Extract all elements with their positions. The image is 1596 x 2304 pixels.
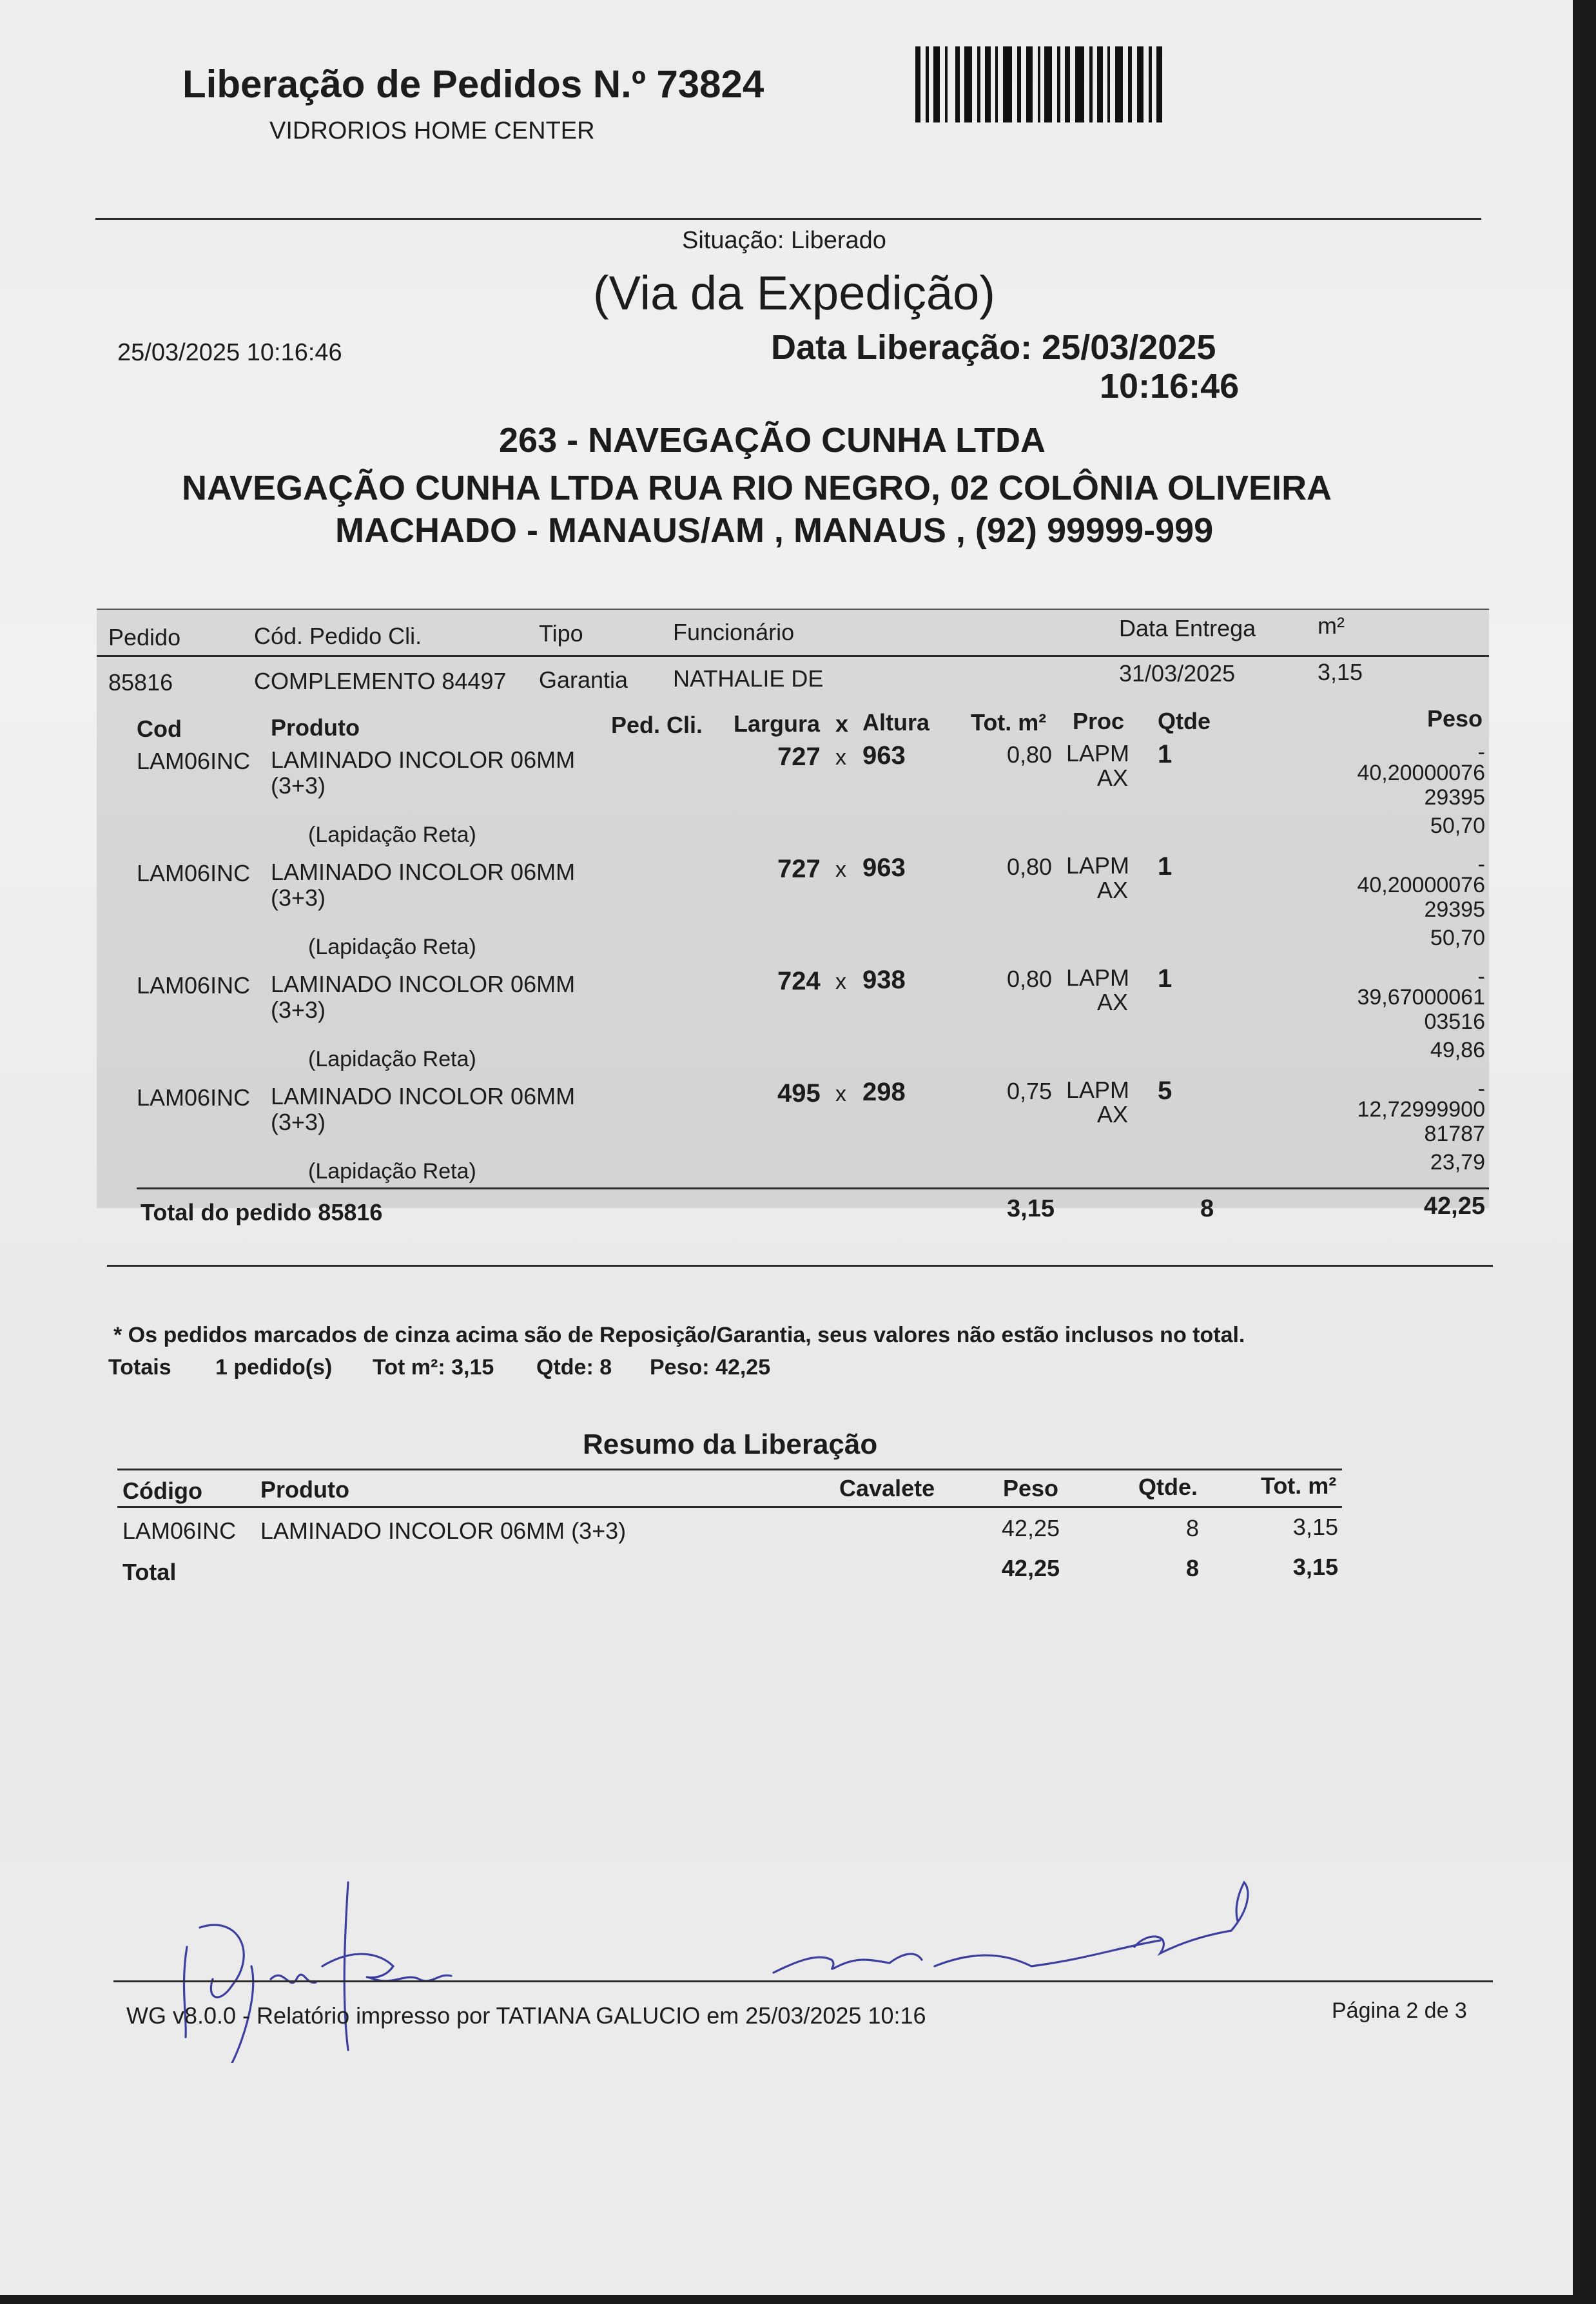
- order-header-bottom-line: [97, 655, 1489, 657]
- signature-right: [761, 1870, 1276, 1986]
- items-col-produto: Produto: [271, 714, 360, 741]
- order-client-code: COMPLEMENTO 84497: [254, 668, 507, 694]
- item-produto: LAMINADO INCOLOR 06MM: [271, 747, 576, 773]
- item-proc: LAPM: [1066, 852, 1130, 879]
- item-produto-spec: (3+3): [271, 997, 326, 1023]
- item-peso: 12,72999900: [1357, 1097, 1485, 1122]
- col-pedido: Pedido: [108, 624, 181, 650]
- items-col-largura: Largura: [734, 710, 821, 737]
- summary-col-codigo: Código: [122, 1478, 202, 1504]
- summary-col-qtde: Qtde.: [1138, 1474, 1198, 1500]
- order-total-line: [137, 1187, 1489, 1189]
- item-altura: 963: [862, 741, 906, 770]
- item-tot-m2: 0,80: [1007, 741, 1053, 768]
- item-peso-cont: 03516: [1424, 1010, 1485, 1034]
- item-peso-cont: 81787: [1424, 1122, 1485, 1146]
- col-tipo: Tipo: [539, 620, 583, 647]
- item-produto-spec: (3+3): [271, 772, 326, 799]
- items-col-proc: Proc: [1073, 708, 1125, 734]
- item-obs: (Lapidação Reta): [308, 935, 476, 959]
- item-obs: (Lapidação Reta): [308, 823, 476, 847]
- item-tot-m2: 0,75: [1007, 1078, 1053, 1104]
- summary-title: Resumo da Liberação: [583, 1429, 878, 1460]
- summary-total-peso: 42,25: [1001, 1555, 1060, 1581]
- item-x: x: [835, 970, 846, 994]
- item-peso-total: 49,86: [1430, 1038, 1485, 1062]
- release-time: 10:16:46: [1100, 367, 1240, 405]
- summary-col-cavalete: Cavalete: [839, 1475, 935, 1501]
- situation-status: Situação: Liberado: [682, 227, 886, 254]
- summary-row-qtde: 8: [1185, 1515, 1199, 1541]
- item-tot-m2: 0,80: [1007, 966, 1053, 992]
- order-m2: 3,15: [1318, 659, 1363, 685]
- item-obs: (Lapidação Reta): [308, 1159, 476, 1184]
- item-peso-dash: -: [1477, 852, 1485, 877]
- totals-orders: 1 pedido(s): [215, 1355, 333, 1380]
- item-obs: (Lapidação Reta): [308, 1047, 476, 1071]
- item-qtde: 1: [1158, 964, 1173, 993]
- col-funcionario: Funcionário: [673, 619, 795, 645]
- item-proc: LAPM: [1066, 964, 1130, 991]
- footer-report-info: WG v8.0.0 - Relatório impresso por TATIANA GALUCIO em 25/03/2025 10:16: [126, 2002, 926, 2029]
- barcode: [915, 46, 1163, 122]
- item-peso-total: 50,70: [1430, 926, 1485, 950]
- order-total-peso: 42,25: [1423, 1193, 1485, 1220]
- summary-row-codigo: LAM06INC: [122, 1518, 237, 1544]
- order-delivery-date: 31/03/2025: [1119, 660, 1236, 687]
- summary-col-tot-m2: Tot. m²: [1261, 1472, 1337, 1499]
- summary-row-tot-m2: 3,15: [1292, 1514, 1338, 1540]
- totals-peso: Peso: 42,25: [650, 1355, 771, 1380]
- item-peso-dash: -: [1477, 1077, 1485, 1101]
- order-total-qtde: 8: [1200, 1195, 1214, 1222]
- summary-total-label: Total: [122, 1559, 177, 1585]
- item-altura: 938: [862, 966, 906, 994]
- warranty-note: * Os pedidos marcados de cinza acima são de Reposição/Garantia, seus valores não estão inclusos no total.: [113, 1323, 1245, 1347]
- totals-m2: Tot m²: 3,15: [373, 1355, 494, 1380]
- order-header-top-line: [97, 609, 1489, 610]
- item-proc-cont: AX: [1097, 1101, 1129, 1128]
- customer-address-line2: MACHADO - MANAUS/AM , MANAUS , (92) 99999-999: [335, 511, 1214, 550]
- item-cod: LAM06INC: [137, 972, 251, 999]
- col-data-entrega: Data Entrega: [1119, 615, 1256, 641]
- items-col-peso: Peso: [1427, 705, 1483, 732]
- item-peso: 40,20000076: [1357, 761, 1485, 785]
- order-number: 85816: [108, 669, 173, 696]
- col-m2: m²: [1318, 612, 1345, 639]
- item-peso-dash: -: [1477, 964, 1485, 989]
- summary-row-produto: LAMINADO INCOLOR 06MM (3+3): [260, 1518, 627, 1544]
- item-proc: LAPM: [1066, 740, 1130, 766]
- item-qtde: 1: [1158, 740, 1173, 768]
- release-date: Data Liberação: 25/03/2025: [771, 328, 1216, 367]
- item-largura: 724: [777, 967, 821, 995]
- items-col-ped-cli: Ped. Cli.: [611, 712, 703, 738]
- item-produto: LAMINADO INCOLOR 06MM: [271, 971, 576, 997]
- via-label: (Via da Expedição): [593, 266, 995, 320]
- item-peso: 39,67000061: [1357, 985, 1485, 1010]
- order-section-end-line: [107, 1265, 1493, 1267]
- item-qtde: 5: [1158, 1077, 1173, 1105]
- item-peso-cont: 29395: [1424, 897, 1485, 922]
- signature-left: [161, 1870, 522, 2063]
- summary-col-produto: Produto: [260, 1476, 349, 1503]
- items-col-x: x: [835, 710, 849, 737]
- item-peso-cont: 29395: [1424, 785, 1485, 810]
- item-altura: 963: [862, 854, 906, 882]
- item-produto-spec: (3+3): [271, 884, 326, 911]
- item-largura: 727: [777, 855, 821, 883]
- page-number: Página 2 de 3: [1332, 1998, 1467, 2023]
- page-title: Liberação de Pedidos N.º 73824: [182, 63, 764, 106]
- order-total-m2: 3,15: [1007, 1195, 1055, 1222]
- order-type: Garantia: [539, 667, 628, 693]
- printed-datetime: 25/03/2025 10:16:46: [117, 339, 342, 366]
- item-x: x: [835, 1082, 846, 1106]
- item-produto: LAMINADO INCOLOR 06MM: [271, 859, 576, 885]
- customer-name: 263 - NAVEGAÇÃO CUNHA LTDA: [499, 421, 1046, 460]
- item-cod: LAM06INC: [137, 1084, 251, 1111]
- summary-top-line: [117, 1469, 1342, 1470]
- summary-col-peso: Peso: [1003, 1475, 1059, 1501]
- item-largura: 727: [777, 743, 821, 771]
- item-peso: 40,20000076: [1357, 873, 1485, 897]
- company-name: VIDRORIOS HOME CENTER: [269, 117, 595, 144]
- item-cod: LAM06INC: [137, 860, 251, 886]
- items-col-tot-m2: Tot. m²: [971, 709, 1047, 736]
- item-peso-dash: -: [1477, 740, 1485, 765]
- summary-total-tot-m2: 3,15: [1292, 1554, 1338, 1580]
- item-peso-total: 50,70: [1430, 814, 1485, 838]
- summary-header-line: [117, 1506, 1342, 1508]
- order-total-label: Total do pedido 85816: [141, 1199, 383, 1225]
- items-col-altura: Altura: [862, 709, 930, 736]
- item-proc: LAPM: [1066, 1077, 1130, 1103]
- col-cod-pedido-cli: Cód. Pedido Cli.: [254, 623, 422, 649]
- items-col-cod: Cod: [137, 716, 182, 742]
- item-largura: 495: [777, 1079, 821, 1108]
- item-produto-spec: (3+3): [271, 1109, 326, 1135]
- item-peso-total: 23,79: [1430, 1150, 1485, 1175]
- item-proc-cont: AX: [1097, 765, 1129, 791]
- footer-line: [113, 1980, 1493, 1982]
- item-proc-cont: AX: [1097, 989, 1129, 1015]
- item-cod: LAM06INC: [137, 748, 251, 774]
- item-tot-m2: 0,80: [1007, 854, 1053, 880]
- header-divider: [95, 218, 1481, 220]
- item-x: x: [835, 857, 846, 882]
- summary-row-peso: 42,25: [1001, 1515, 1060, 1541]
- totals-label: Totais: [108, 1355, 171, 1380]
- item-altura: 298: [862, 1078, 906, 1106]
- order-employee: NATHALIE DE: [673, 665, 824, 692]
- item-x: x: [835, 745, 846, 770]
- totals-qtde: Qtde: 8: [536, 1355, 612, 1380]
- items-col-qtde: Qtde: [1158, 708, 1211, 734]
- item-proc-cont: AX: [1097, 877, 1129, 903]
- customer-address-line1: NAVEGAÇÃO CUNHA LTDA RUA RIO NEGRO, 02 COLÔNIA OLIVEIRA: [182, 469, 1332, 507]
- item-qtde: 1: [1158, 852, 1173, 881]
- summary-total-qtde: 8: [1185, 1555, 1199, 1581]
- item-produto: LAMINADO INCOLOR 06MM: [271, 1083, 576, 1109]
